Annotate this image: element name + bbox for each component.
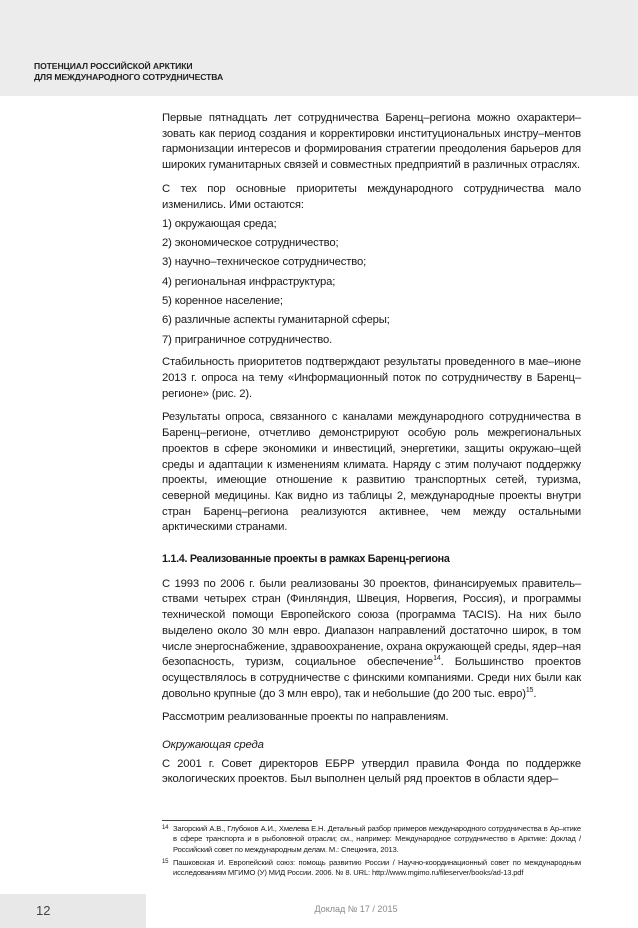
footnote-text: Загорский А.В., Глубоков А.И., Хмелева Е.Н. Детальный разбор примеров международного сотрудничества в Ар–ктике в сфере транспорта и в рыболовной отрасли; см., например: Международное сотрудничество в Арктике: Доклад / Российский совет по международным делам. М.: Спецкнига, 2013. (173, 824, 581, 854)
section-title: 1.1.4. Реализованные проекты в рамках Баренц-региона (162, 553, 450, 566)
header-line-2: ДЛЯ МЕЖДУНАРОДНОГО СОТРУДНИЧЕСТВА (34, 72, 224, 82)
list-item: 1) окружающая среда; (162, 217, 277, 230)
footnote-ref-15[interactable]: 15 (525, 686, 534, 694)
footnote-number: 15 (162, 858, 169, 865)
footnote-text[interactable]: Пашковская И. Европейский союз: помощь развитию России / Научно-координационный совет по международным исследованиям МГИМО (У) МИД России. 2006. № 8. URL: http://www.mgimo.ru/fileserver/books/ad-13.pdf (173, 857, 581, 878)
page-number-box (0, 894, 146, 928)
paragraph-7: С 2001 г. Совет директоров ЕБРР утвердил правила Фонда по поддержке экологических проектов. Был выполнен целый ряд проектов в области ядер– (162, 757, 581, 786)
list-item: 6) различные аспекты гуманитарной сферы; (162, 314, 390, 327)
footnote-ref-14[interactable]: 14 (433, 655, 441, 663)
page-number: 12 (36, 903, 51, 918)
footnotes (162, 824, 581, 881)
paragraph-3: Стабильность приоритетов подтверждают результаты проведенного в мае–июне 2013 г. опроса на тему «Информационный поток по сотрудничеству в Баренц–регионе» (рис. 2). (162, 356, 581, 400)
footnote-number: 14 (162, 825, 169, 831)
paragraph-1: Первые пятнадцать лет сотрудничества Баренц–региона можно охарактери–зовать как период создания и корректировки институциональных инстру–ментов гармонизации интересов и формирования стратегии преодоления барьеров для широких гуманитарных связей и совместных предприятий в различных отраслях. (162, 112, 581, 172)
footnote (162, 858, 581, 879)
footnote-divider (162, 820, 312, 821)
paragraph-2: С тех пор основные приоритеты международного сотрудничества мало изменились. Ими остаются: (162, 182, 581, 211)
list-item: 7) приграничное сотрудничество. (162, 333, 333, 346)
paragraph-5-text-a: С 1993 по 2006 г. были реализованы 30 проектов, финансируемых правитель–ствами четырех стран (Финляндия, Швеция, Норвегия, Россия), и программы технической помощи Европейского союза (программа TACIS). На них было выделено около 30 млн евро. Диапазон направлений достаточно широк, в том числе энергоснабжение, здравоохранение, охрана окружающей среды, ядер–ная безопасность, туризм, социальное обеспечение (162, 577, 581, 669)
list-item: 2) экономическое сотрудничество; (162, 237, 339, 250)
paragraph-6: Рассмотрим реализованные проекты по направлениям. (162, 711, 449, 724)
report-title: Доклад № 17 / 2015 (314, 904, 398, 914)
running-header (34, 61, 334, 83)
paragraph-5 (162, 577, 581, 703)
page-footer (0, 894, 638, 928)
list-item: 3) научно–техническое сотрудничество; (162, 256, 367, 269)
paragraph-5-text-c: . (533, 687, 537, 700)
priority-list (162, 217, 581, 348)
subsection-heading: Окружающая среда (162, 739, 264, 752)
paragraph-5-text-b: . Большинство проектов осуществлялось в сотрудничестве с финскими компаниями. Среди них были как довольно крупные (до 3 млн евро), так и небольшие (до 200 тыс. евро) (162, 656, 582, 700)
footnote (162, 824, 581, 855)
main-text (162, 111, 581, 796)
paragraph-4: Результаты опроса, связанного с каналами международного сотрудничества в Баренц–регионе, отчетливо демонстрируют особую роль межрегиональных проектов в сфере экономики и инвестиций, энергетики, защиты окружаю–щей среды и адаптации к изменениям климата. Наряду с этим получают поддержку проекты, имеющие отношение к развитию транспортных сетей, туризма, северной медицины. Как видно из таблицы 2, международные проекты внутри стран Баренц–региона реализуются активнее, чем между остальными арктическими странами. (162, 411, 581, 534)
list-item: 4) региональная инфраструктура; (162, 275, 336, 288)
list-item: 5) коренное население; (162, 295, 283, 307)
header-line-1: ПОТЕНЦИАЛ РОССИЙСКОЙ АРКТИКИ (34, 61, 193, 71)
